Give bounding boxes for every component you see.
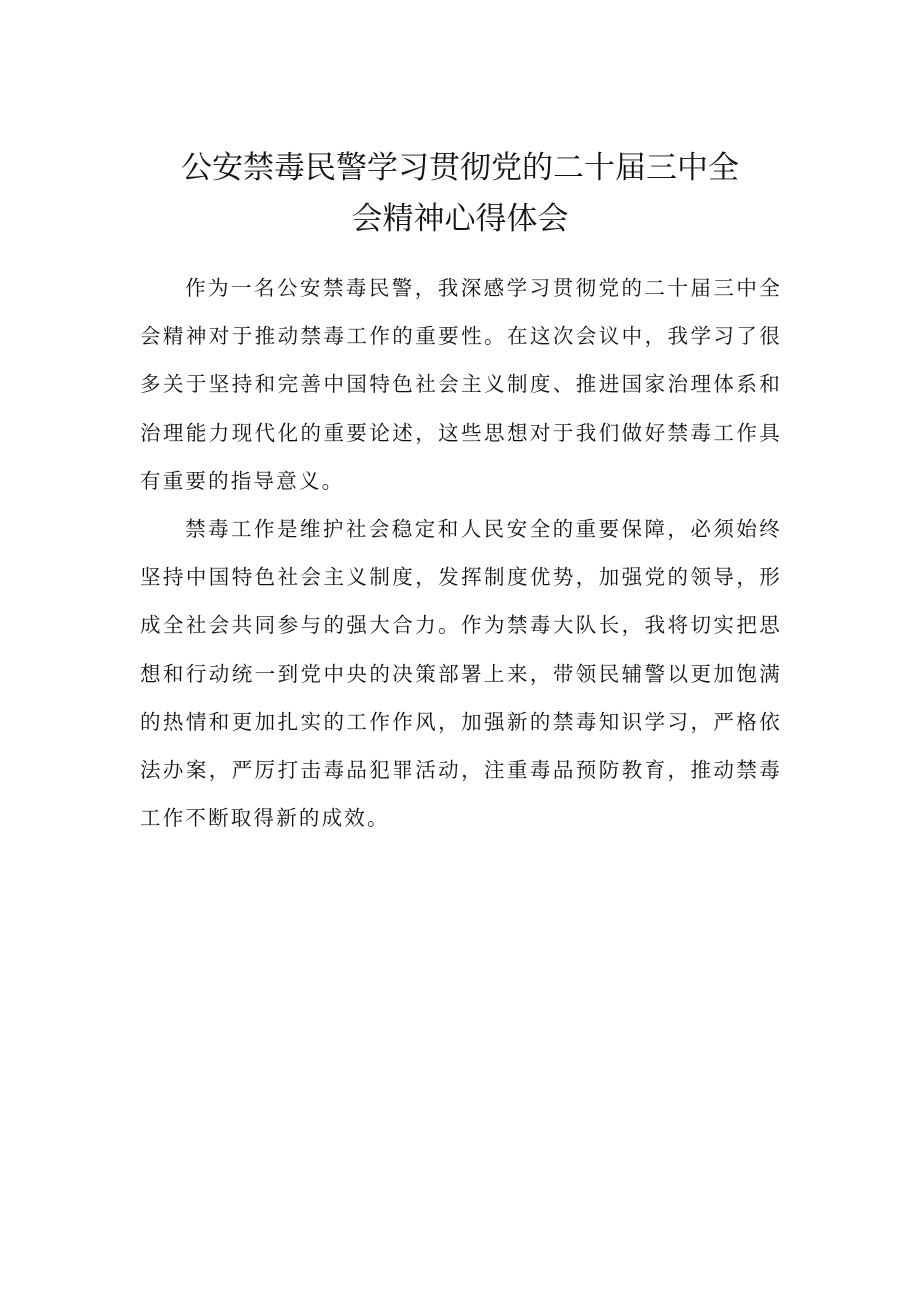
document-body	[140, 264, 782, 842]
title-line-2: 会精神心得体会	[351, 201, 569, 237]
paragraph-2: 禁毒工作是维护社会稳定和人民安全的重要保障，必须始终坚持中国特色社会主义制度，发挥制度优势，加强党的领导，形成全社会共同参与的强大合力。作为禁毒大队长，我将切实把思想和行动统一到党中央的决策部署上来，带领民辅警以更加饱满的热情和更加扎实的工作作风，加强新的禁毒知识学习，严格依法办案，严厉打击毒品犯罪活动，注重毒品预防教育，推动禁毒工作不断取得新的成效。	[140, 517, 782, 831]
title-line-1: 公安禁毒民警学习贯彻党的二十届三中全	[181, 150, 739, 186]
paragraph-1: 作为一名公安禁毒民警，我深感学习贯彻党的二十届三中全会精神对于推动禁毒工作的重要性。在这次会议中，我学习了很多关于坚持和完善中国特色社会主义制度、推进国家治理体系和治理能力现代化的重要论述，这些思想对于我们做好禁毒工作具有重要的指导意义。	[140, 276, 782, 493]
document-title	[140, 143, 780, 245]
